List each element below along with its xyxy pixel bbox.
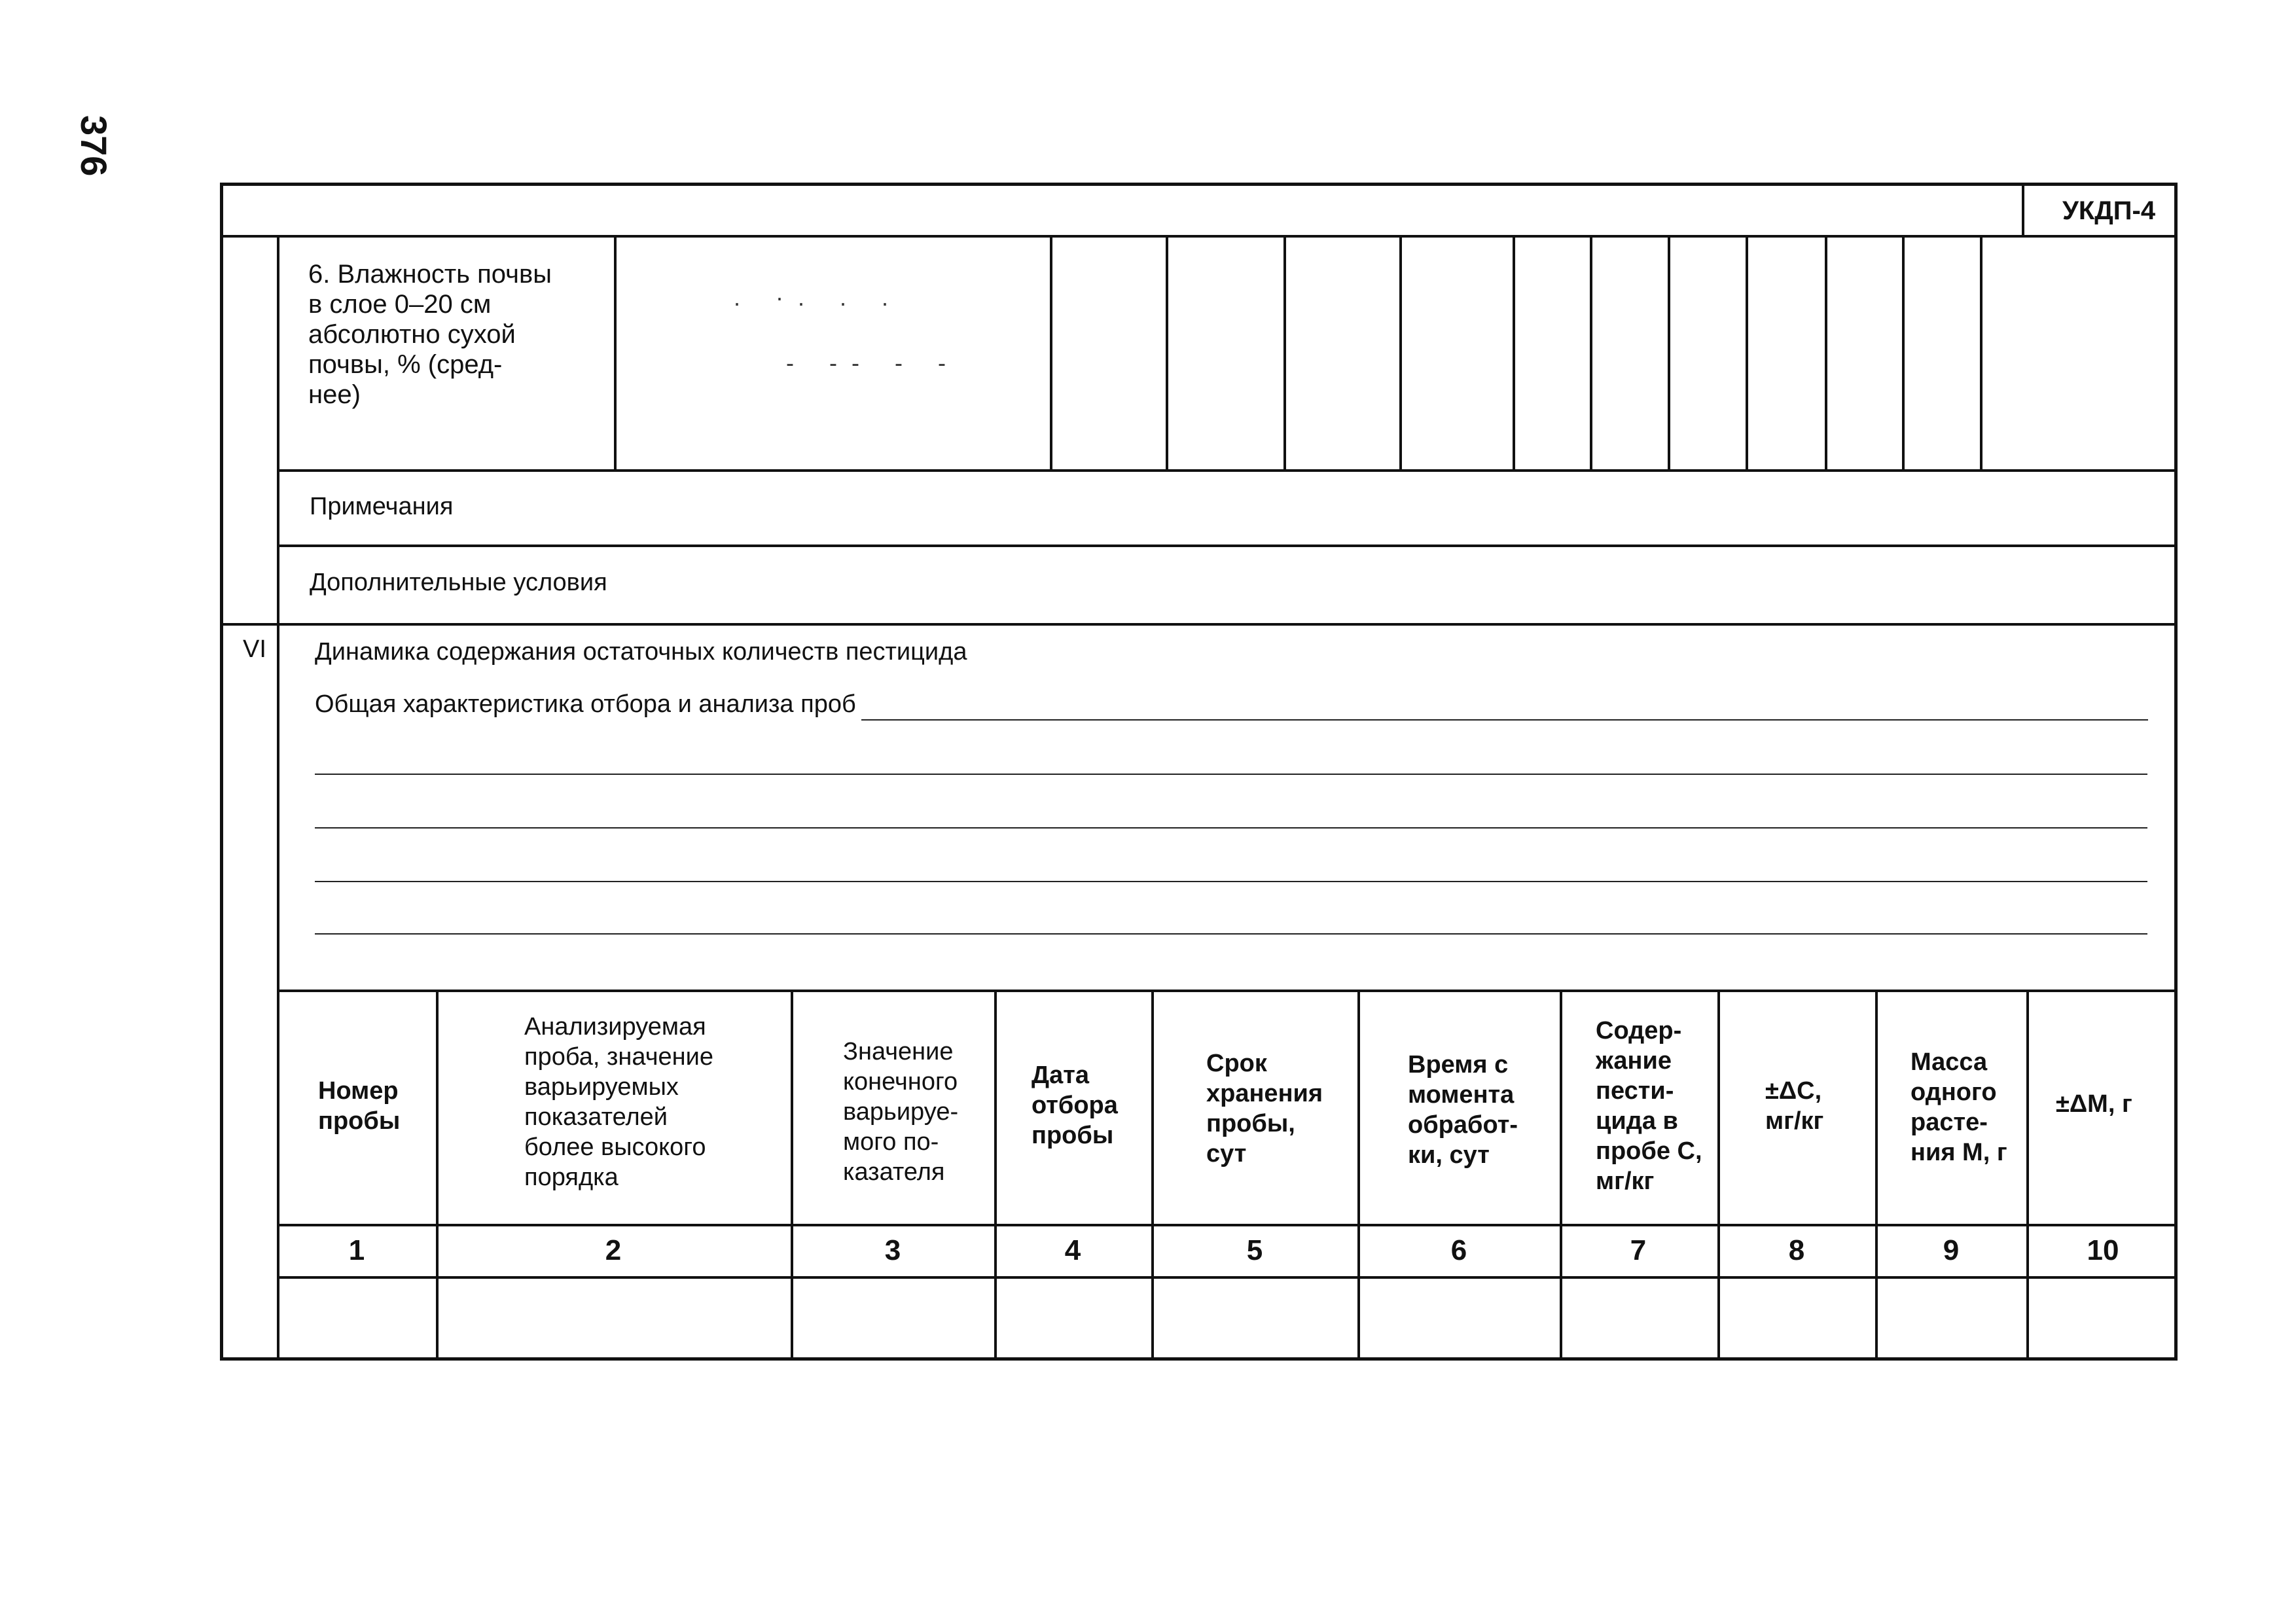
section-number: VI: [243, 635, 266, 663]
divider: [614, 235, 617, 469]
divider: [1668, 235, 1670, 469]
divider: [1166, 235, 1168, 469]
divider: [1825, 235, 1827, 469]
scan-marks: . ·. . .: [734, 284, 903, 311]
divider: [1590, 235, 1592, 469]
divider: [277, 990, 2178, 992]
fill-line: [861, 719, 2148, 721]
column-header: Время с момента обработ- ки, сут: [1408, 1051, 1518, 1169]
column-header: ±ΔС, мг/кг: [1765, 1077, 1824, 1135]
column-number: 5: [1246, 1234, 1263, 1266]
column-number: 10: [2087, 1234, 2119, 1266]
divider: [277, 1224, 2178, 1226]
divider: [223, 623, 2178, 626]
table-row[interactable]: [279, 1279, 2176, 1357]
additional-conditions-label: Дополнительные условия: [310, 569, 607, 596]
column-number: 3: [884, 1234, 901, 1266]
divider: [277, 544, 2178, 547]
divider: [1980, 235, 1982, 469]
divider: [1746, 235, 1748, 469]
notes-label: Примечания: [310, 493, 454, 520]
fill-line: [315, 933, 2147, 935]
column-header: Масса одного расте- ния М, г: [1910, 1048, 2007, 1166]
column-header: Анализируемая проба, значение варьируемых показателей более высокого порядка: [524, 1013, 713, 1191]
sampling-label: Общая характеристика отбора и анализа проб: [315, 690, 856, 718]
column-number: 1: [348, 1234, 365, 1266]
column-number: 8: [1788, 1234, 1805, 1266]
column-number: 7: [1630, 1234, 1647, 1266]
divider: [223, 235, 2178, 238]
scan-marks: - -- - -: [786, 349, 960, 376]
column-number: 2: [605, 1234, 622, 1266]
column-number: 6: [1450, 1234, 1467, 1266]
divider: [2022, 186, 2024, 235]
column-header: ±ΔМ, г: [2056, 1090, 2132, 1118]
column-header: Содер- жание пести- цида в пробе С, мг/кг: [1596, 1017, 1702, 1195]
fill-line: [315, 827, 2147, 829]
divider: [277, 469, 2178, 472]
column-header: Номер пробы: [318, 1077, 401, 1135]
divider: [1902, 235, 1905, 469]
fill-line: [315, 774, 2147, 775]
form-code: УКДП-4: [2062, 196, 2156, 225]
section-title: Динамика содержания остаточных количеств пестицида: [315, 638, 967, 666]
divider: [1283, 235, 1286, 469]
fill-line: [315, 881, 2147, 882]
column-header: Срок хранения пробы, сут: [1206, 1050, 1323, 1168]
divider: [277, 235, 279, 1361]
divider: [1399, 235, 1402, 469]
column-header: Значение конечного варьируе- мого по- казателя: [843, 1038, 959, 1186]
form-frame: [220, 183, 2178, 1361]
page-number: 376: [73, 115, 115, 177]
column-number: 4: [1064, 1234, 1081, 1266]
divider: [1050, 235, 1052, 469]
column-header: Дата отбора пробы: [1031, 1061, 1118, 1149]
column-number: 9: [1943, 1234, 1960, 1266]
divider: [1513, 235, 1515, 469]
item6-label: 6. Влажность почвы в слое 0–20 см абсолютно сухой почвы, % (сред- нее): [308, 260, 552, 409]
